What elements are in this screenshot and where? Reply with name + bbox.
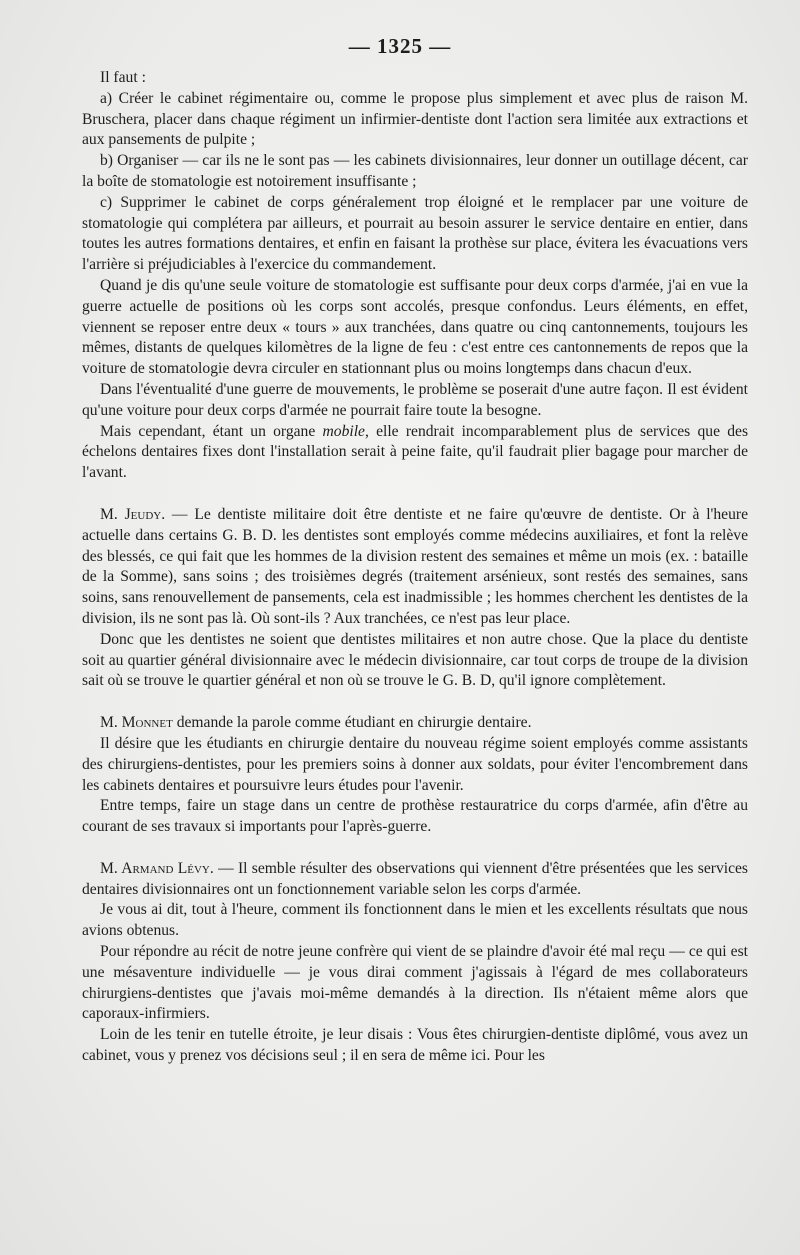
speech-monnet	[82, 713, 748, 838]
paragraph: c) Supprimer le cabinet de corps généralement trop éloigné et le remplacer par une voiture de stomatologie qui complétera par ailleurs, et pourrait au besoin assurer le service dentaire en entier, dans toutes les autres formations dentaires, et enfin en faisant la prothèse sur place, évitera les évacuations vers l'arrière si préjudiciables à l'exercice du commandement.	[82, 193, 748, 274]
text-run: Mais cependant, étant un organe	[100, 422, 323, 440]
intro-block	[82, 68, 748, 484]
paragraph	[82, 505, 748, 630]
paragraph: Il désire que les étudiants en chirurgie dentaire du nouveau régime soient employés comme assistants des chirurgiens-dentistes, pour les premiers soins à donner aux soldats, pour éviter l'encombrement dans les cabinets dentaires et poursuivre leurs études pour l'avenir.	[82, 734, 748, 794]
paragraph: Pour répondre au récit de notre jeune confrère qui vient de se plaindre d'avoir été mal reçu — ce qui est une mésaventure individuelle — je vous dirai comment j'agissais à l'égard de mes collaborateurs chirurgiens-dentistes que j'avais moi-même demandés à la direction. Ils n'étaient même alors que caporaux-infirmiers.	[82, 943, 748, 1023]
paragraph	[82, 713, 748, 734]
paragraph	[82, 422, 748, 484]
section-gap	[82, 484, 748, 505]
paragraph: Il faut :	[100, 69, 146, 86]
text-run: , elle rendrait incomparablement plus de services que des échelons dentaires fixes dont l'installation serait à peine faite, qu'il faudrait plier bagage pour marcher de l'avant.	[82, 422, 749, 482]
body-text	[82, 68, 748, 1067]
speaker-name: M. Jeudy.	[100, 505, 166, 523]
paragraph: Quand je dis qu'une seule voiture de stomatologie est suffisante pour deux corps d'armée, j'ai en vue la guerre actuelle de positions où les corps sont accolés, presque confondus. Leurs éléments, en effet, viennent se reposer entre deux « tours » aux tranchées, dans quatre ou cinq cantonnements, toujours les mêmes, distants de quelques kilomètres de la ligne de feu : c'est entre ces cantonnements de repos que la voiture de stomatologie devra circuler en stationnant plus ou moins longtemps dans chacun d'eux.	[82, 276, 748, 378]
text-run: — Il semble résulter des observations qui viennent d'être présentées que les services dentaires divisionnaires ont un fonctionnement variable selon les corps d'armée.	[82, 859, 748, 898]
page-number: — 1325 —	[348, 34, 452, 58]
paragraph: b) Organiser — car ils ne le sont pas — les cabinets divisionnaires, leur donner un outillage décent, car la boîte de stomatologie est notoirement insuffisante ;	[82, 152, 748, 190]
speaker-name: M. Monnet	[100, 714, 173, 732]
speech-armand-levy	[82, 859, 748, 1067]
paragraph	[82, 859, 748, 901]
italic-word: mobile	[322, 422, 365, 440]
paragraph: Entre temps, faire un stage dans un centre de prothèse restauratrice du corps d'armée, afin d'être au courant de ses travaux si importants pour l'après-guerre.	[82, 797, 748, 836]
paragraph: Donc que les dentistes ne soient que dentistes militaires et non autre chose. Que la place du dentiste soit au quartier général divisionnaire avec le médecin divisionnaire, car tout corps de troupe de la division sait où se trouve le quartier général et non où se trouve le G. B. D, qu'il ignore complètement.	[82, 630, 748, 690]
speech-jeudy	[82, 505, 748, 692]
paragraph: a) Créer le cabinet régimentaire ou, comme le propose plus simplement et avec plus de raison M. Bruschera, placer dans chaque régiment un infirmier-dentiste dont l'action sera limitée aux extractions et aux pansements de pulpite ;	[82, 89, 748, 149]
paragraph: Dans l'éventualité d'une guerre de mouvements, le problème se poserait d'une autre façon. Il est évident qu'une voiture pour deux corps d'armée ne pourrait faire toute la besogne.	[82, 380, 748, 419]
paragraph: Loin de les tenir en tutelle étroite, je leur disais : Vous êtes chirurgien-dentiste diplômé, vous avez un cabinet, vous y prenez vos décisions seul ; il en sera de même ici. Pour les	[82, 1026, 748, 1065]
text-run: — Le dentiste militaire doit être dentiste et ne faire qu'œuvre de dentiste. Or à l'heure actuelle dans certains G. B. D. les dentistes sont employés comme médecins auxiliaires, et font la relève des blessés, ce qui fait que les hommes de la division restent des semaines et même un mois (ex. : bataille de la Somme), sans soins ; des troisièmes degrés (traitement arsénieux, sont restés des semaines, sans soins, sans renouvellement de pansements, cela est inadmissible ; les hommes cherchent les dentistes de la division, ils ne sont pas là. Où sont-ils ? Aux tranchées, ce n'est pas leur place.	[82, 505, 748, 627]
paragraph: Je vous ai dit, tout à l'heure, comment ils fonctionnent dans le mien et les excellents résultats que nous avions obtenus.	[82, 901, 748, 940]
section-gap	[82, 838, 748, 859]
section-gap	[82, 692, 748, 713]
speaker-name: M. Armand Lévy.	[100, 859, 214, 877]
text-run: demande la parole comme étudiant en chirurgie dentaire.	[172, 714, 532, 732]
